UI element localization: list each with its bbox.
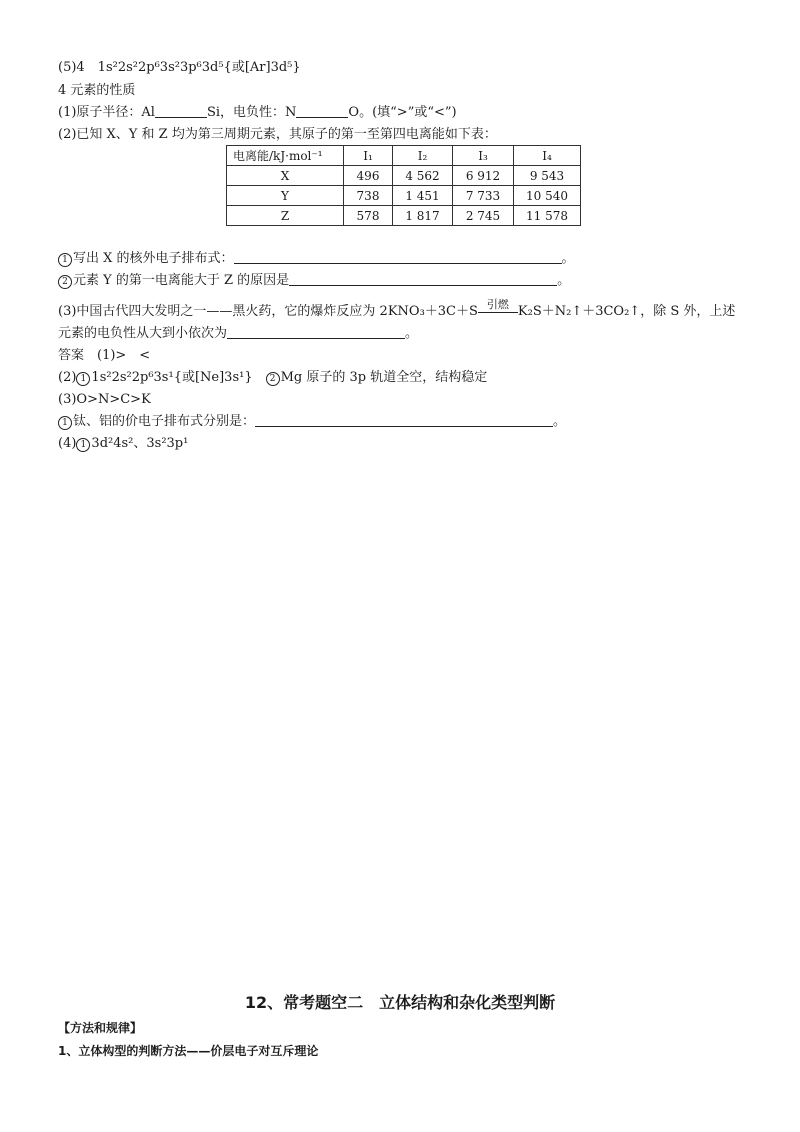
table-cell: 7 733 [453, 186, 514, 206]
period: 。 [561, 251, 575, 266]
period: 。 [553, 414, 567, 429]
answer-text: 3d²4s²、3s²3p¹ [91, 436, 189, 451]
q1-part-a: (1)原子半径：Al [58, 105, 155, 120]
table-cell: 738 [344, 186, 393, 206]
question-4 [58, 414, 566, 430]
circled-number-1: 1 [58, 416, 72, 430]
section-heading-element-properties: 4 元素的性质 [58, 83, 136, 98]
question-text: K₂S＋N₂↑＋3CO₂↑，除 S 外，上述 [517, 304, 736, 319]
reaction-arrow [478, 298, 518, 315]
q1-part-c: O。(填“>”或“<”) [348, 105, 457, 120]
question-text: (3)中国古代四大发明之一——黑火药，它的爆炸反应为 2KNO₃＋3C＋S [58, 304, 478, 319]
table-row [227, 186, 581, 206]
table-row [227, 166, 581, 186]
ionization-energy-table [226, 145, 581, 226]
answer-label: (2) [58, 370, 77, 385]
subsection-heading: 1、立体构型的判断方法——价层电子对互斥理论 [58, 1044, 319, 1058]
answer-text: 1s²2s²2p⁶3s¹{或[Ne]3s¹} [91, 370, 266, 385]
question-1 [58, 105, 457, 121]
table-header-cell: I₁ [344, 146, 393, 166]
circled-number-1: 1 [58, 253, 72, 267]
table-header-row [227, 146, 581, 166]
period: 。 [557, 273, 571, 288]
question-text: 写出 X 的核外电子排布式： [73, 251, 234, 266]
question-text: 元素 Y 的第一电离能大于 Z 的原因是 [73, 273, 290, 288]
q1-part-b: Si，电负性：N [206, 105, 297, 120]
answer-2 [58, 370, 487, 386]
table-cell: 496 [344, 166, 393, 186]
table-cell: 578 [344, 206, 393, 226]
reaction-condition: 引燃 [486, 298, 509, 311]
answer-blank[interactable] [155, 105, 207, 118]
table-cell: Y [227, 186, 344, 206]
table-cell: 10 540 [514, 186, 581, 206]
answer-line-5: (5)4 1s²2s²2p⁶3s²3p⁶3d⁵{或[Ar]3d⁵} [58, 60, 301, 75]
table-header-cell: I₃ [453, 146, 514, 166]
table-cell: 11 578 [514, 206, 581, 226]
table-cell: X [227, 166, 344, 186]
circled-number-1: 1 [76, 438, 90, 452]
table-header-cell: 电离能/kJ·mol⁻¹ [227, 146, 344, 166]
table-cell: 1 817 [393, 206, 453, 226]
answer-blank[interactable] [227, 326, 405, 339]
question-2-1 [58, 251, 575, 267]
question-text: 钛、铝的价电子排布式分别是： [73, 414, 256, 429]
table-cell: 1 451 [393, 186, 453, 206]
question-2-intro: (2)已知 X、Y 和 Z 均为第三周期元素，其原子的第一至第四电离能如下表： [58, 127, 497, 142]
table-header-cell: I₂ [393, 146, 453, 166]
question-3-line-1 [58, 298, 736, 320]
answer-blank[interactable] [255, 414, 553, 427]
circled-number-1: 1 [76, 372, 90, 386]
table-cell: 4 562 [393, 166, 453, 186]
table-cell: 9 543 [514, 166, 581, 186]
answer-4 [58, 436, 188, 452]
circled-number-2: 2 [58, 275, 72, 289]
period: 。 [405, 326, 419, 341]
table-cell: Z [227, 206, 344, 226]
method-label: 【方法和规律】 [58, 1021, 143, 1035]
answer-text: Mg 原子的 3p 轨道全空，结构稳定 [280, 370, 488, 385]
circled-number-2: 2 [266, 372, 280, 386]
question-3-line-2 [58, 326, 418, 342]
table-row [227, 206, 581, 226]
answer-3: (3)O>N>C>K [58, 392, 151, 407]
answer-label: (4) [58, 436, 77, 451]
answer-1: 答案 (1)> < [58, 348, 151, 363]
section-title: 12、常考题空二 立体结构和杂化类型判断 [244, 993, 556, 1012]
answer-blank[interactable] [296, 105, 348, 118]
answer-blank[interactable] [234, 251, 562, 264]
table-cell: 6 912 [453, 166, 514, 186]
answer-blank[interactable] [289, 273, 557, 286]
question-2-2 [58, 273, 570, 289]
table-header-cell: I₄ [514, 146, 581, 166]
table-cell: 2 745 [453, 206, 514, 226]
question-text: 元素的电负性从大到小依次为 [58, 326, 228, 341]
